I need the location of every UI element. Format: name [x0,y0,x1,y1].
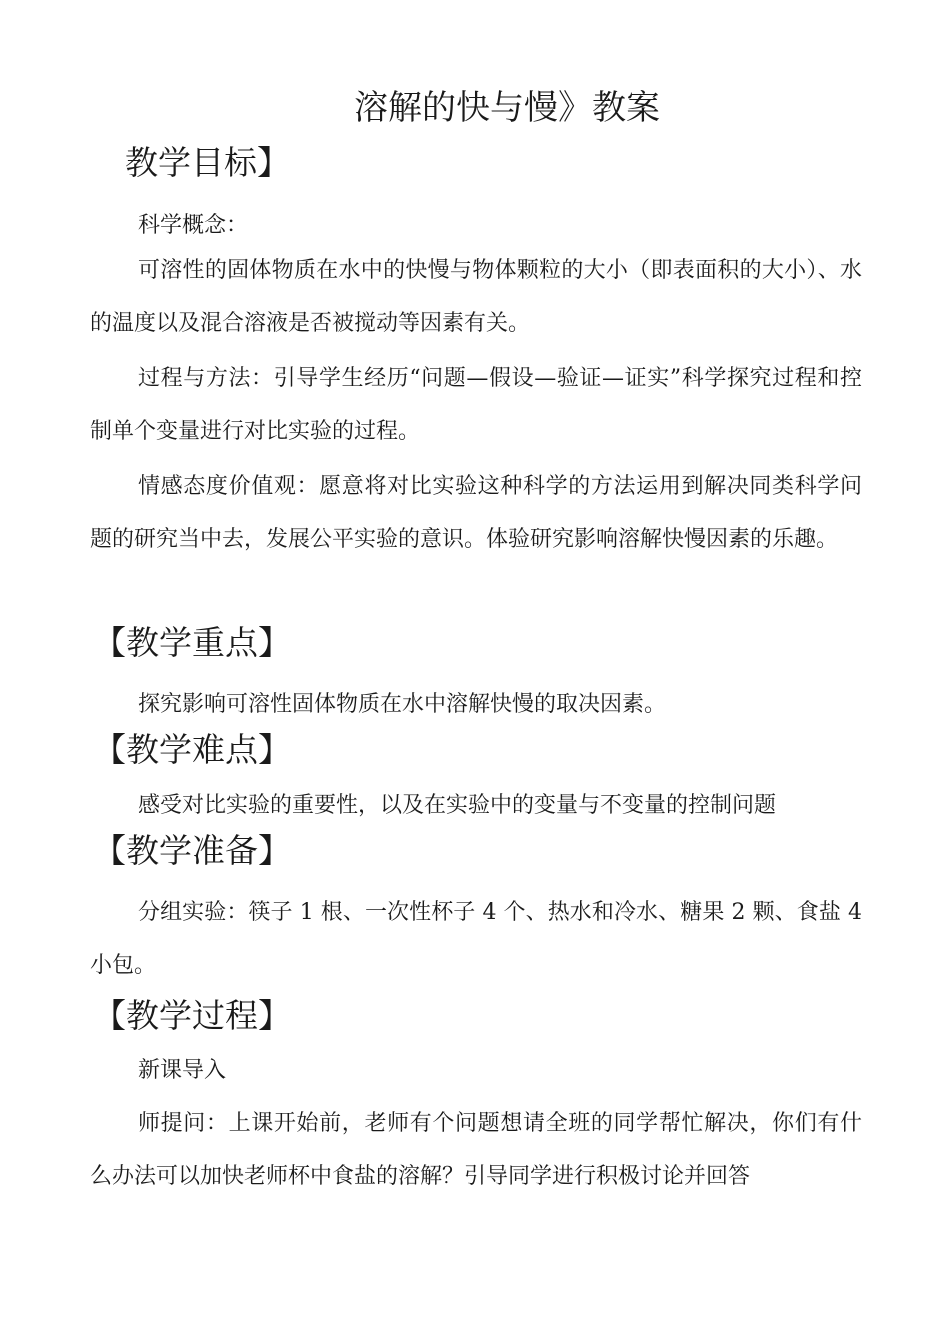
label-science-concept: 科学概念： [138,213,249,238]
heading-difficulties: 【教学难点】 [93,730,291,769]
heading-key-points: 【教学重点】 [93,623,291,662]
paragraph-process-method: 过程与方法：引导学生经历“问题—假设—验证—证实”科学探究过程和控制单个变量进行对比实验的过程。 [90,366,862,444]
heading-objectives: 教学目标】 [125,143,290,182]
paragraph-difficulties: 感受对比实验的重要性，以及在实验中的变量与不变量的控制问题 [138,793,777,818]
paragraph-preparation: 分组实验：筷子 1 根、一次性杯子 4 个、热水和冷水、糖果 2 颗、食盐 4 小包。 [90,900,862,978]
paragraph-science-concept: 可溶性的固体物质在水中的快慢与物体颗粒的大小（即表面积的大小）、水的温度以及混合溶液是否被搅动等因素有关。 [90,258,862,336]
heading-teaching-process: 【教学过程】 [93,996,291,1035]
label-new-lesson-intro: 新课导入 [138,1058,227,1083]
paragraph-teacher-question: 师提问：上课开始前，老师有个问题想请全班的同学帮忙解决，你们有什么办法可以加快老师杯中食盐的溶解？引导同学进行积极讨论并回答 [90,1111,862,1189]
paragraph-attitude-values: 情感态度价值观：愿意将对比实验这种科学的方法运用到解决同类科学问题的研究当中去，发展公平实验的意识。体验研究影响溶解快慢因素的乐趣。 [90,474,862,552]
heading-preparation: 【教学准备】 [93,831,291,870]
paragraph-key-points: 探究影响可溶性固体物质在水中溶解快慢的取决因素。 [138,692,667,717]
document-title: 溶解的快与慢》教案 [354,88,660,128]
